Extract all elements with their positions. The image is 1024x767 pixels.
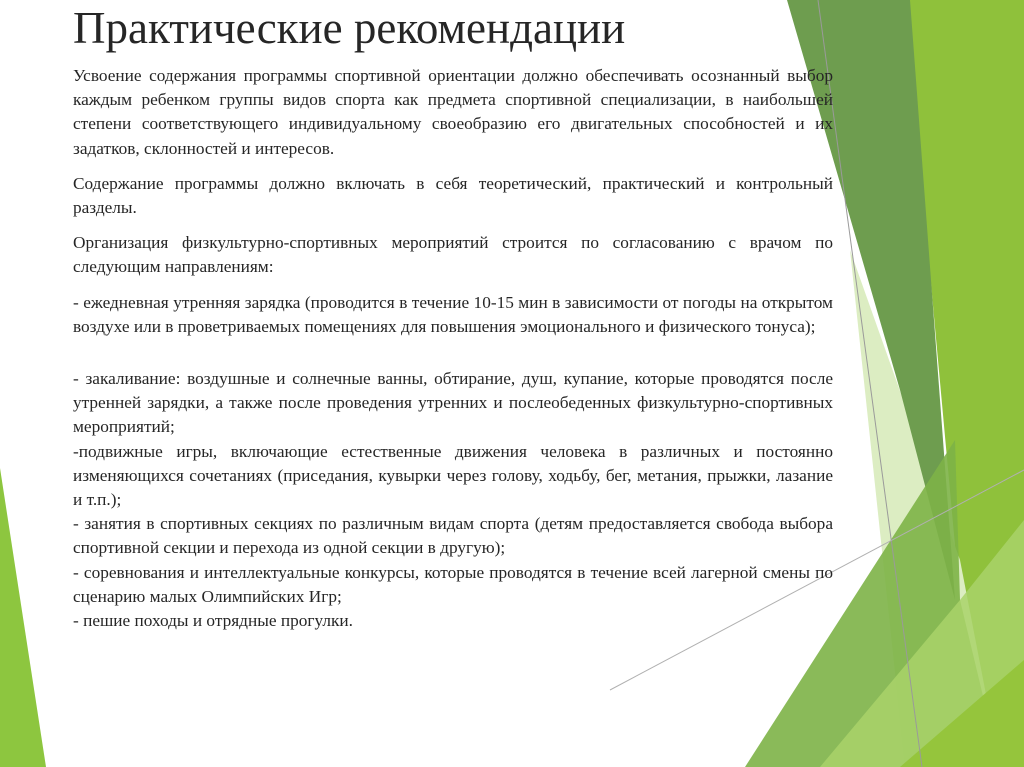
list-item: - пешие походы и отрядные прогулки. — [73, 611, 353, 631]
paragraph: Усвоение содержания программы спортивной ориентации должно обеспечивать осознанный выбор каждым ребенком группы видов спорта как предмета спортивной специализации, в наибольшей степени соответствующего индивидуальному своеобразию его двигательных способностей и их задатков, склонностей и интересов. — [73, 66, 833, 158]
list-item: - соревнования и интеллектуальные конкурсы, которые проводятся в течение всей лагерной смены по сценарию малых Олимпийских Игр; — [73, 562, 833, 606]
list-item: - закаливание: воздушные и солнечные ванны, обтирание, душ, купание, которые проводятся после утренней зарядки, а также после проведения утренних и послеобеденных физкультурно-спортивных мероприятий; — [73, 369, 833, 437]
list-item: -подвижные игры, включающие естественные движения человека в различных и постоянно изменяющихся сочетаниях (приседания, кувырки через голову, ходьбу, бег, метания, прыжки, лазание и т.п.); — [73, 441, 833, 510]
paragraph: Содержание программы должно включать в себя теоретический, практический и контрольный разделы. — [73, 173, 833, 218]
left-green-triangle — [0, 468, 46, 767]
slide-title: Практические рекомендации — [73, 3, 626, 53]
paragraph: - ежедневная утренняя зарядка (проводится в течение 10-15 мин в зависимости от погоды на открытом воздухе или в проветриваемых помещениях для повышения эмоционального и физического тонуса); — [73, 292, 833, 336]
list-item: - занятия в спортивных секциях по различным видам спорта (детям предоставляется свобода выбора спортивной секции и перехода из одной секции в другую); — [73, 514, 833, 558]
paragraph: Организация физкультурно-спортивных мероприятий строится по согласованию с врачом по следующим направлениям: — [73, 233, 833, 277]
slide-body — [73, 64, 833, 633]
